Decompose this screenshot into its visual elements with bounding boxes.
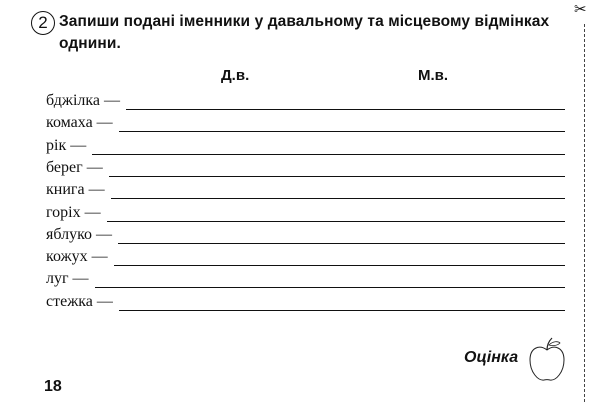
word-label: яблуко — — [46, 225, 113, 243]
answer-line[interactable] — [126, 109, 565, 110]
apple-icon — [527, 336, 567, 384]
word-row — [46, 137, 565, 157]
word-label: берег — — [46, 158, 103, 176]
word-label: рік — — [46, 136, 87, 154]
word-row — [46, 248, 565, 268]
grade-label: Оцінка — [464, 349, 519, 366]
answer-line[interactable] — [95, 287, 565, 288]
cut-line — [584, 24, 585, 402]
word-label: стежка — — [46, 292, 113, 310]
word-row — [46, 204, 565, 224]
column-header-dative: Д.в. — [221, 67, 250, 84]
word-label: бджілка — — [46, 92, 120, 109]
word-row — [46, 270, 565, 290]
word-row — [46, 226, 565, 246]
task-number: 2 — [31, 11, 55, 35]
word-label: книга — — [46, 181, 105, 199]
word-row — [46, 293, 565, 313]
task-instruction: Запиши подані іменники у давальному та місцевому відмінках однини. — [59, 13, 550, 52]
word-row — [46, 181, 565, 201]
scissors-icon: ✂ — [574, 0, 587, 18]
word-label: комаха — — [46, 114, 113, 132]
page-number: 18 — [44, 378, 62, 395]
answer-line[interactable] — [119, 310, 565, 311]
answer-line[interactable] — [114, 265, 565, 266]
word-label: луг — — [46, 270, 89, 288]
answer-line[interactable] — [109, 176, 565, 177]
answer-line[interactable] — [111, 198, 565, 199]
column-header-locative: М.в. — [418, 67, 449, 84]
answer-line[interactable] — [107, 221, 565, 222]
word-row — [46, 159, 565, 179]
word-row — [46, 92, 565, 112]
answer-line[interactable] — [118, 243, 565, 244]
word-label: кожух — — [46, 248, 108, 266]
answer-line[interactable] — [92, 154, 565, 155]
word-label: горіх — — [46, 203, 101, 221]
answer-line[interactable] — [119, 131, 565, 132]
word-row — [46, 114, 565, 134]
